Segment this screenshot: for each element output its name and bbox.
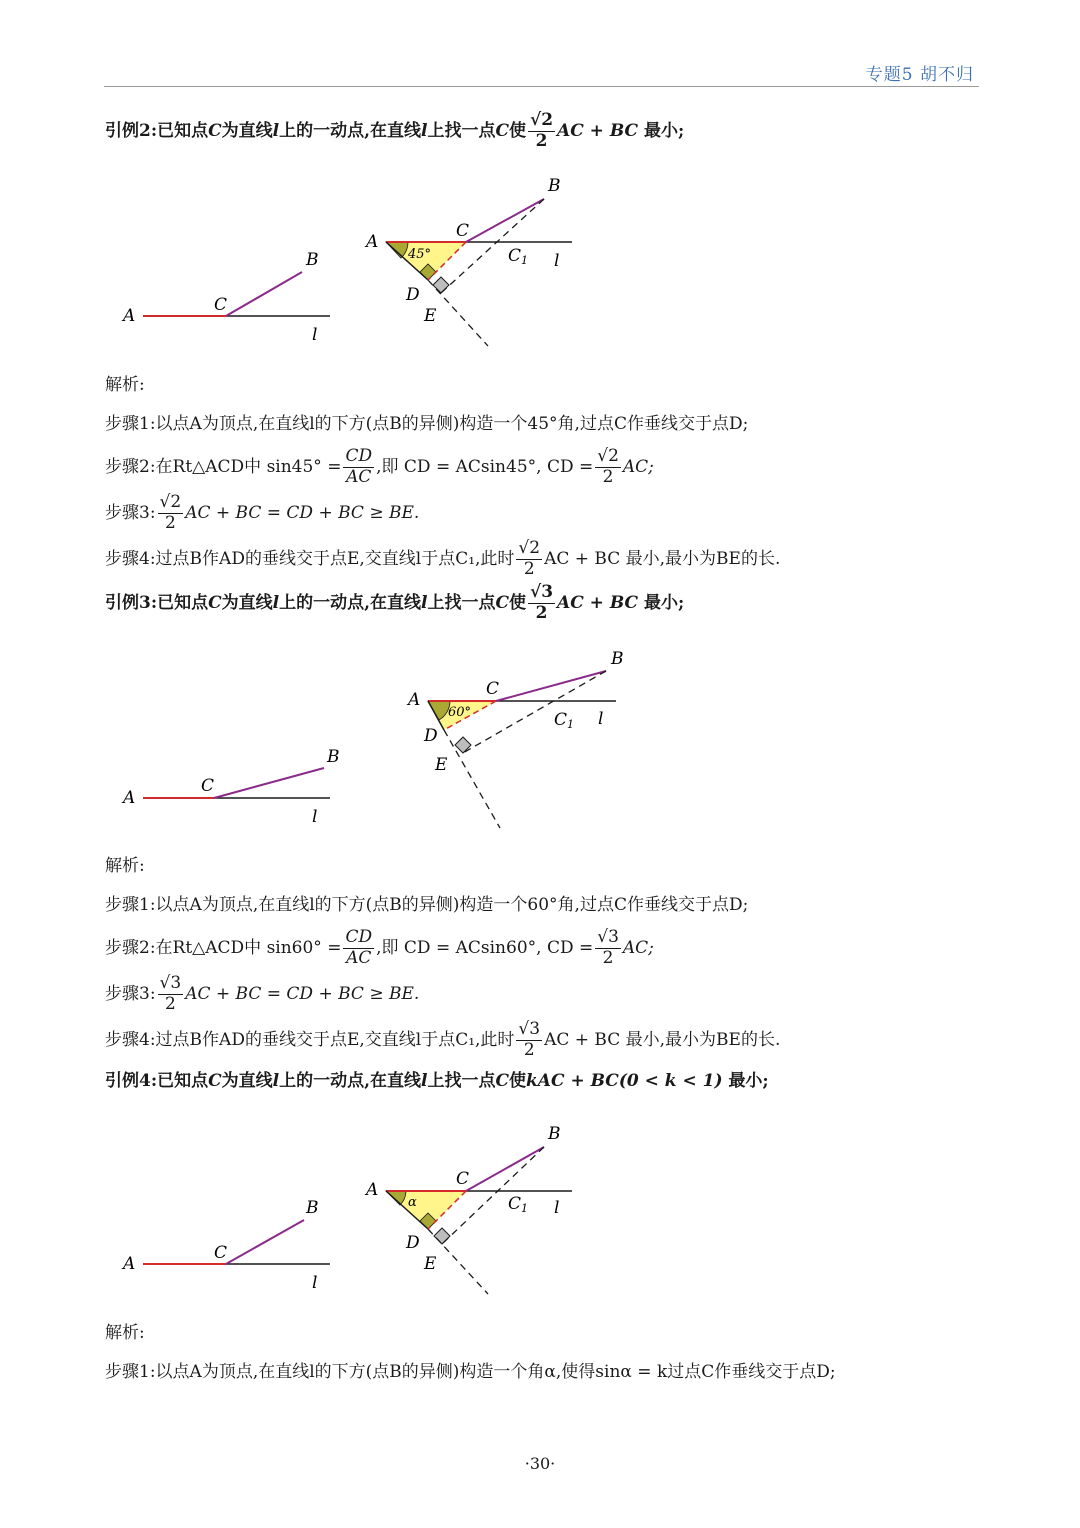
ex2-s4b: AC + BC 最小,最小为BE的长.: [544, 548, 781, 569]
ex2-fig-left: [121, 250, 330, 345]
ex3-c2: C: [495, 592, 510, 613]
ex3-tail: 最小;: [643, 592, 685, 613]
ex4-r-angle-label: α: [408, 1195, 417, 1210]
ex3-r-ad-ext: [444, 730, 500, 828]
ex4-l2: l: [421, 1071, 428, 1091]
ex3-s2-kfrac: $\frac{√3}{2}$: [597, 927, 619, 968]
ex2-l: l: [272, 120, 280, 141]
ex4-t3: 上找一点: [427, 1071, 496, 1091]
ex3-s2a: 步骤2:在Rt△ACD中 sin60° =: [105, 937, 342, 958]
ex3-s2-frac: $\frac{CD}{AC}$: [345, 927, 373, 968]
ex4-label-b: B: [306, 1198, 319, 1218]
ex4-step1: 步骤1:以点A为顶点,在直线l的下方(点B的异侧)构造一个角α,使得sinα = k过点C作垂线交于点D;: [105, 1362, 836, 1382]
ex4-t4: 使: [509, 1071, 527, 1091]
ex3-label-a: A: [123, 788, 136, 808]
ex2-r-label-e: E: [424, 306, 437, 326]
ex4-r-label-d: D: [406, 1233, 420, 1253]
ex3-l2: l: [421, 592, 428, 613]
ex2-label-a: A: [123, 306, 136, 326]
ex4-label-c: C: [214, 1243, 228, 1263]
ex2-s3b: AC + BC = CD + BC ≥ BE.: [185, 502, 420, 523]
ex2-r-label-d: D: [406, 285, 420, 305]
ex4-analysis: 解析:: [105, 1323, 145, 1343]
ex3-fig-right: [406, 649, 624, 828]
ex2-s3-frac: $\frac{√2}{2}$: [159, 492, 182, 533]
ex3-t3: 上找一点: [427, 592, 496, 613]
ex4-t1: 为直线: [221, 1071, 273, 1091]
ex4-prefix: 引例4:已知点: [105, 1071, 209, 1091]
ex2-s3a: 步骤3:: [105, 502, 156, 523]
ex3-r-label-e: E: [435, 755, 448, 775]
ex2-s2b: ,即 CD = ACsin45°, CD =: [376, 456, 594, 477]
ex3-s3b: AC + BC = CD + BC ≥ BE.: [185, 983, 420, 1004]
ex3-segment-cb: [214, 768, 324, 798]
ex2-s2-frac: $\frac{CD}{AC}$: [345, 446, 373, 487]
ex4-t2: 上的一动点,在直线: [279, 1071, 422, 1091]
ex2-r-label-c: C: [456, 221, 470, 241]
ex2-right-angle-e: [433, 277, 449, 293]
header-title: 专题5 胡不归: [865, 65, 974, 85]
ex2-r-ad-ext: [428, 280, 488, 346]
ex3-fig-left: [121, 747, 340, 827]
ex4-segment-cb: [226, 1220, 304, 1264]
ex4-r-label-e: E: [424, 1254, 437, 1274]
ex3-step1: 步骤1:以点A为顶点,在直线l的下方(点B的异侧)构造一个60°角,过点C作垂线交于点D;: [105, 895, 749, 915]
ex3-r-label-b: B: [611, 649, 624, 669]
ex2-r-label-l: l: [554, 251, 560, 271]
ex2-t3: 上找一点: [427, 120, 496, 141]
ex2-label-b: B: [306, 250, 319, 270]
ex2-analysis: 解析:: [105, 375, 145, 395]
ex2-c2: C: [495, 120, 510, 141]
ex3-s3a: 步骤3:: [105, 983, 156, 1004]
ex4-title: [105, 1073, 769, 1090]
ex2-s2-kfrac: $\frac{√2}{2}$: [597, 446, 619, 487]
ex3-label-l: l: [312, 807, 318, 827]
ex4-right-angle-e: [434, 1228, 450, 1244]
ex2-frac: $\frac{√2}{2}$: [530, 110, 554, 151]
ex2-segment-cb: [226, 272, 302, 316]
ex2-l2: l: [421, 120, 428, 141]
ex3-r-label-d: D: [424, 726, 438, 746]
ex2-r-label-c1: C1: [508, 246, 529, 267]
ex2-s2a: 步骤2:在Rt△ACD中 sin45° =: [105, 456, 342, 477]
ex3-s3-frac: $\frac{√3}{2}$: [159, 973, 182, 1014]
ex3-label-c: C: [201, 776, 215, 796]
ex2-label-l: l: [312, 325, 318, 345]
ex3-r-angle-label: 60°: [448, 705, 472, 720]
ex2-expr: AC + BC: [557, 120, 639, 141]
ex3-s4a: 步骤4:过点B作AD的垂线交于点E,交直线l于点C₁,此时: [105, 1029, 515, 1050]
ex2-fig-right: [364, 176, 572, 346]
ex3-title: [105, 584, 684, 623]
ex3-prefix: 引例3:已知点: [105, 592, 209, 613]
ex3-l: l: [272, 592, 280, 613]
ex3-r-be: [463, 671, 606, 753]
ex2-step4: [105, 540, 780, 579]
ex4-r-ad-ext: [428, 1229, 488, 1294]
ex3-expr: AC + BC: [557, 592, 639, 613]
ex3-step3: [105, 975, 419, 1014]
page-number: ·30·: [524, 1454, 556, 1473]
ex2-prefix: 引例2:已知点: [105, 120, 209, 141]
ex2-r-label-a: A: [366, 232, 379, 252]
ex3-analysis: 解析:: [105, 856, 145, 876]
ex3-r-label-l: l: [598, 709, 604, 729]
ex4-r-label-a: A: [366, 1180, 379, 1200]
ex3-t2: 上的一动点,在直线: [279, 592, 422, 613]
ex2-s2c: AC;: [622, 456, 654, 477]
ex4-r-label-c: C: [456, 1169, 470, 1189]
ex2-step3: [105, 494, 419, 533]
ex3-right-angle-e: [455, 737, 471, 753]
ex4-expr: kAC + BC(0 < k < 1): [526, 1071, 723, 1091]
ex4-label-l: l: [312, 1273, 318, 1293]
ex2-t4: 使: [509, 120, 527, 141]
ex3-t4: 使: [509, 592, 527, 613]
ex3-label-b: B: [327, 747, 340, 767]
ex3-step4: [105, 1021, 780, 1060]
ex3-r-label-a: A: [408, 690, 421, 710]
ex2-t2: 上的一动点,在直线: [279, 120, 422, 141]
ex2-t1: 为直线: [221, 120, 273, 141]
ex4-l: l: [272, 1071, 280, 1091]
ex4-tail: 最小;: [728, 1071, 769, 1091]
ex3-s2b: ,即 CD = ACsin60°, CD =: [376, 937, 594, 958]
ex2-r-cb: [466, 199, 544, 242]
ex3-frac: $\frac{√3}{2}$: [530, 582, 554, 623]
ex4-label-a: A: [123, 1254, 136, 1274]
ex4-c: C: [208, 1071, 222, 1091]
ex3-s4b: AC + BC 最小,最小为BE的长.: [544, 1029, 781, 1050]
ex4-r-label-c1: C1: [508, 1194, 529, 1215]
ex3-t1: 为直线: [221, 592, 273, 613]
ex2-r-label-b: B: [548, 176, 561, 196]
ex2-step2: [105, 448, 654, 487]
ex4-c2: C: [495, 1071, 510, 1091]
ex3-step2: [105, 929, 654, 968]
ex3-c: C: [208, 592, 222, 613]
ex4-fig-left: [121, 1198, 330, 1293]
ex2-tail: 最小;: [643, 120, 685, 141]
ex2-step1: 步骤1:以点A为顶点,在直线l的下方(点B的异侧)构造一个45°角,过点C作垂线交于点D;: [105, 414, 749, 434]
ex3-r-label-c1: C1: [554, 710, 575, 731]
ex3-r-label-c: C: [486, 679, 500, 699]
ex4-fig-right: [364, 1124, 572, 1294]
ex2-label-c: C: [214, 295, 228, 315]
ex2-s4-frac: $\frac{√2}{2}$: [518, 538, 541, 579]
ex3-s4-frac: $\frac{√3}{2}$: [518, 1019, 541, 1060]
ex4-r-label-l: l: [554, 1198, 560, 1218]
ex2-r-angle-label: 45°: [408, 247, 432, 262]
ex3-s2c: AC;: [622, 937, 654, 958]
ex3-r-cb: [496, 671, 606, 701]
ex4-r-label-b: B: [548, 1124, 561, 1144]
ex2-s4a: 步骤4:过点B作AD的垂线交于点E,交直线l于点C₁,此时: [105, 548, 515, 569]
ex2-c: C: [208, 120, 222, 141]
